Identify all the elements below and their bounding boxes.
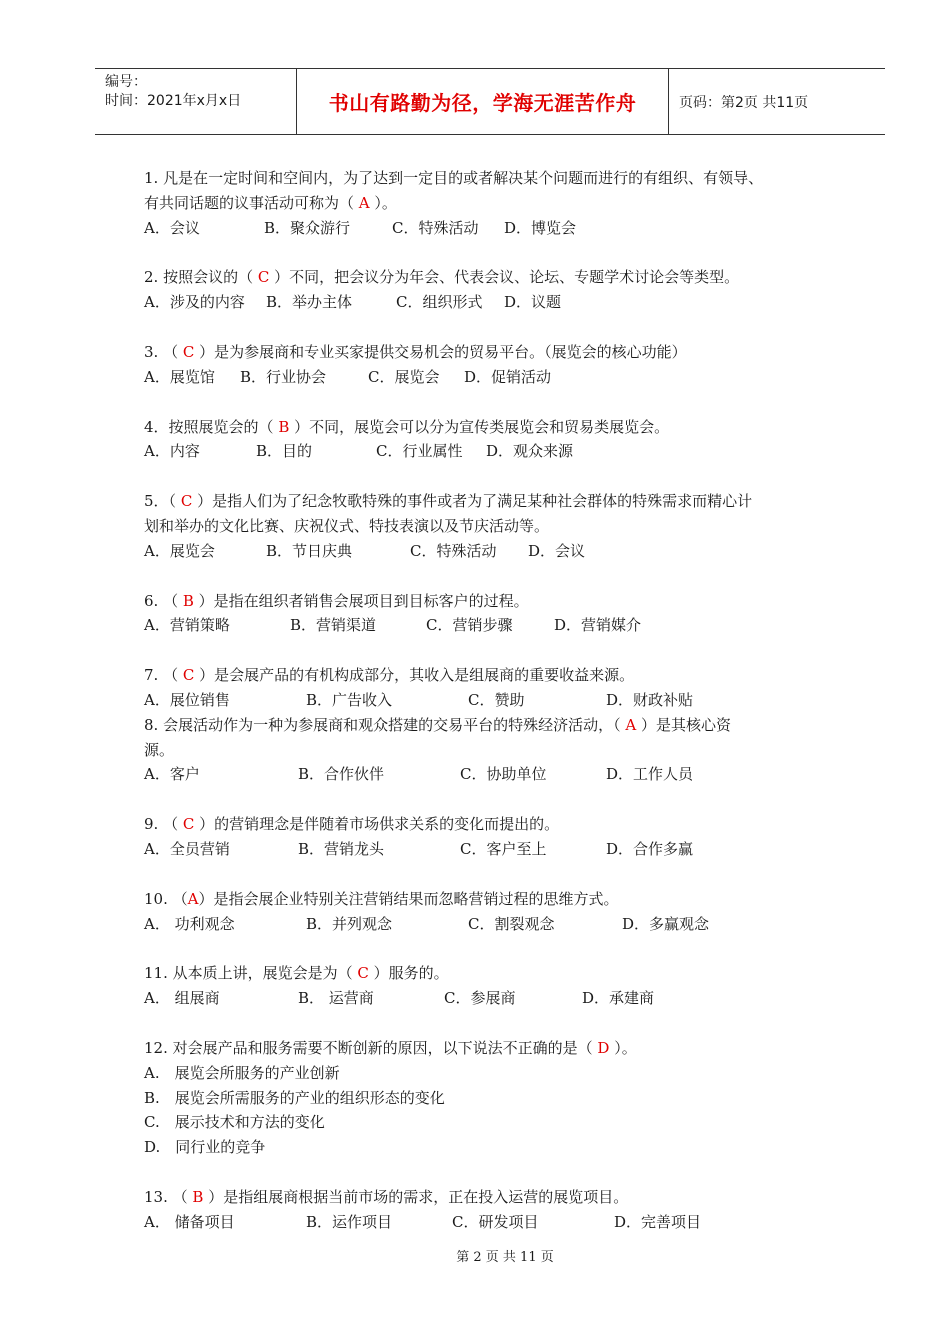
question-text: 3. （ — [144, 342, 183, 361]
option-c: C．特殊活动 — [410, 541, 497, 560]
option-b: B．目的 — [256, 442, 313, 461]
option-a: A．展览馆 — [144, 367, 215, 386]
question-text: ）服务的。 — [368, 964, 449, 983]
question-text: ）是指组展商根据当前市场的需求，正在投入运营的展览项目。 — [203, 1187, 629, 1206]
header-info-cell — [95, 69, 297, 134]
question-text: 1. 凡是在一定时间和空间内，为了达到一定目的或者解决某个问题而进行的有组织、有领导、 — [144, 169, 764, 187]
options-row — [144, 837, 844, 862]
question-text: ）是指在组织者销售会展项目到目标客户的过程。 — [193, 591, 529, 610]
question-text: 9. （ — [144, 815, 183, 834]
answer-letter: C — [357, 964, 369, 983]
option-a: A． 功利观念 — [144, 914, 235, 933]
option-a: A．会议 — [144, 218, 200, 237]
question-stem-line — [144, 415, 844, 440]
option-c: C．特殊活动 — [392, 218, 479, 237]
question-item — [144, 489, 844, 563]
answer-letter: A — [625, 715, 637, 734]
option-b: B． 运营商 — [298, 989, 374, 1008]
option-d: D．承建商 — [582, 989, 655, 1008]
options-row — [144, 290, 844, 315]
question-text: ）。 — [369, 193, 397, 212]
question-text: ）是会展产品的有机构成部分，其收入是组展商的重要收益来源。 — [194, 666, 635, 685]
answer-letter: C — [257, 268, 270, 287]
options-row — [144, 688, 844, 713]
options-row — [144, 912, 844, 937]
option-d: D．工作人员 — [606, 765, 694, 784]
question-item — [144, 713, 844, 787]
option-a: A．全员营销 — [144, 839, 230, 858]
option-d: D. 同行业的竞争 — [144, 1138, 266, 1157]
question-text: ）的营销理念是伴随着市场供求关系的变化而提出的。 — [194, 815, 560, 834]
question-stem-line — [144, 663, 844, 688]
option-c: C．研发项目 — [452, 1212, 539, 1231]
options-row — [144, 539, 844, 564]
options-row — [144, 613, 844, 638]
option-d: D．合作多赢 — [606, 839, 694, 858]
question-stem-line — [144, 1036, 844, 1061]
option-d: D．会议 — [528, 541, 586, 560]
question-stem-line — [144, 961, 844, 986]
option-c: C．组织形式 — [396, 293, 483, 312]
option-b: B．行业协会 — [240, 367, 327, 386]
option-c: C．割裂观念 — [468, 914, 555, 933]
header-page-label: 页码：第2页 共11页 — [679, 94, 809, 111]
document-number-label: 编号： — [105, 74, 147, 90]
answer-letter: B — [278, 417, 290, 436]
option-b: B. 展览会所需服务的产业的组织形态的变化 — [144, 1088, 445, 1107]
question-stem-line — [144, 738, 844, 763]
question-text: 8. 会展活动作为一种为参展商和观众搭建的交易平台的特殊经济活动，（ — [144, 715, 626, 734]
option-c: C．营销步骤 — [426, 616, 513, 635]
question-item — [144, 415, 844, 465]
question-item — [144, 166, 844, 240]
option-a: A. 展览会所服务的产业创新 — [144, 1063, 340, 1082]
option-b: B．运作项目 — [306, 1212, 393, 1231]
option-d: D．博览会 — [504, 218, 577, 237]
option-a: A．展位销售 — [144, 690, 230, 709]
option-d: D．多赢观念 — [622, 914, 710, 933]
question-text: 划和举办的文化比赛、庆祝仪式、特技表演以及节庆活动等。 — [144, 516, 550, 535]
question-text: ）是其核心资 — [636, 715, 731, 734]
question-stem-line — [144, 589, 844, 614]
options-row — [144, 216, 844, 241]
question-stem-line — [144, 1185, 844, 1210]
question-text: 4．按照展览会的（ — [144, 417, 279, 436]
answer-letter: B — [192, 1187, 204, 1206]
answer-letter: B — [182, 591, 194, 610]
option-c: C．赞助 — [468, 690, 525, 709]
option-b: B．营销渠道 — [290, 616, 377, 635]
question-text: 11. 从本质上讲，展览会是为（ — [144, 964, 358, 983]
option-a: A． 储备项目 — [144, 1212, 235, 1231]
question-text: ）不同，展览会可以分为宣传类展览会和贸易类展览会。 — [289, 417, 670, 436]
option-b: B．营销龙头 — [298, 839, 385, 858]
answer-letter: A — [187, 889, 199, 908]
option-d: D．营销媒介 — [554, 616, 642, 635]
option-d: D．议题 — [504, 293, 562, 312]
question-text: 7. （ — [144, 666, 183, 685]
question-item — [144, 589, 844, 639]
question-stem-line — [144, 166, 844, 191]
option-c: C. 展示技术和方法的变化 — [144, 1113, 325, 1132]
options-row — [144, 439, 844, 464]
question-item — [144, 812, 844, 862]
answer-letter: C — [180, 492, 193, 511]
answer-letter: C — [182, 342, 195, 361]
page-header — [95, 68, 885, 135]
option-b: B．广告收入 — [306, 690, 393, 709]
question-stem-line — [144, 191, 844, 216]
question-stem-line — [144, 340, 844, 365]
question-item — [144, 340, 844, 390]
options-row — [144, 365, 844, 390]
option-a: A．展览会 — [144, 541, 215, 560]
option-c: C．协助单位 — [460, 765, 547, 784]
answer-letter: C — [182, 815, 195, 834]
option-d: D．促销活动 — [464, 367, 552, 386]
option-d: D．财政补贴 — [606, 690, 694, 709]
answer-letter: A — [358, 193, 370, 212]
question-item — [144, 663, 844, 713]
options-row — [144, 1210, 844, 1235]
option-c: C．参展商 — [444, 989, 516, 1008]
header-motto: 书山有路勤为径，学海无涯苦作舟 — [297, 69, 669, 134]
question-text: ）。 — [609, 1038, 637, 1057]
question-stem-line — [144, 489, 844, 514]
page-footer: 第 2 页 共 11 页 — [456, 1250, 554, 1265]
answer-letter: C — [182, 666, 195, 685]
answer-letter: D — [597, 1038, 610, 1057]
question-list — [144, 166, 844, 1260]
question-text: 2. 按照会议的（ — [144, 268, 258, 287]
option-b: B．合作伙伴 — [298, 765, 385, 784]
question-stem-line — [144, 514, 844, 539]
options-row — [144, 986, 844, 1011]
option-b: B．节日庆典 — [266, 541, 353, 560]
question-item — [144, 1185, 844, 1235]
option-d: D．观众来源 — [486, 442, 574, 461]
question-stem-line — [144, 713, 844, 738]
question-text: ）是指人们为了纪念牧歌特殊的事件或者为了满足某种社会群体的特殊需求而精心计 — [192, 492, 753, 511]
option-c: C．客户至上 — [460, 839, 547, 858]
option-a: A．客户 — [144, 765, 200, 784]
question-stem-line — [144, 887, 844, 912]
options-row — [144, 762, 844, 787]
question-item — [144, 265, 844, 315]
question-text: 6. （ — [144, 591, 183, 610]
question-text: ）是指会展企业特别关注营销结果而忽略营销过程的思维方式。 — [198, 889, 619, 908]
question-text: 10. （ — [144, 889, 188, 908]
question-text: ）不同，把会议分为年会、代表会议、论坛、专题学术讨论会等类型。 — [269, 268, 740, 287]
option-c: C．展览会 — [368, 367, 440, 386]
question-text: 源。 — [144, 740, 175, 759]
question-text: 12. 对会展产品和服务需要不断创新的原因，以下说法不正确的是（ — [144, 1038, 598, 1057]
question-item — [144, 887, 844, 937]
question-stem-line — [144, 265, 844, 290]
option-b: B．举办主体 — [266, 293, 353, 312]
question-text: 有共同话题的议事活动可称为（ — [144, 193, 359, 212]
option-a: A．内容 — [144, 442, 200, 461]
question-item — [144, 961, 844, 1011]
option-b: B．聚众游行 — [264, 218, 351, 237]
question-stem-line — [144, 812, 844, 837]
option-d: D．完善项目 — [614, 1212, 702, 1231]
question-text: ）是为参展商和专业买家提供交易机会的贸易平台。（展览会的核心功能） — [194, 342, 687, 361]
option-b: B．并列观念 — [306, 914, 393, 933]
question-text: 13. （ — [144, 1187, 193, 1206]
option-c: C．行业属性 — [376, 442, 463, 461]
document-time-label: 时间：2021年x月x日 — [105, 93, 242, 109]
question-item — [144, 1036, 844, 1160]
option-a: A．涉及的内容 — [144, 293, 245, 312]
option-a: A．营销策略 — [144, 616, 230, 635]
option-a: A． 组展商 — [144, 989, 220, 1008]
question-text: 5．（ — [144, 492, 181, 511]
